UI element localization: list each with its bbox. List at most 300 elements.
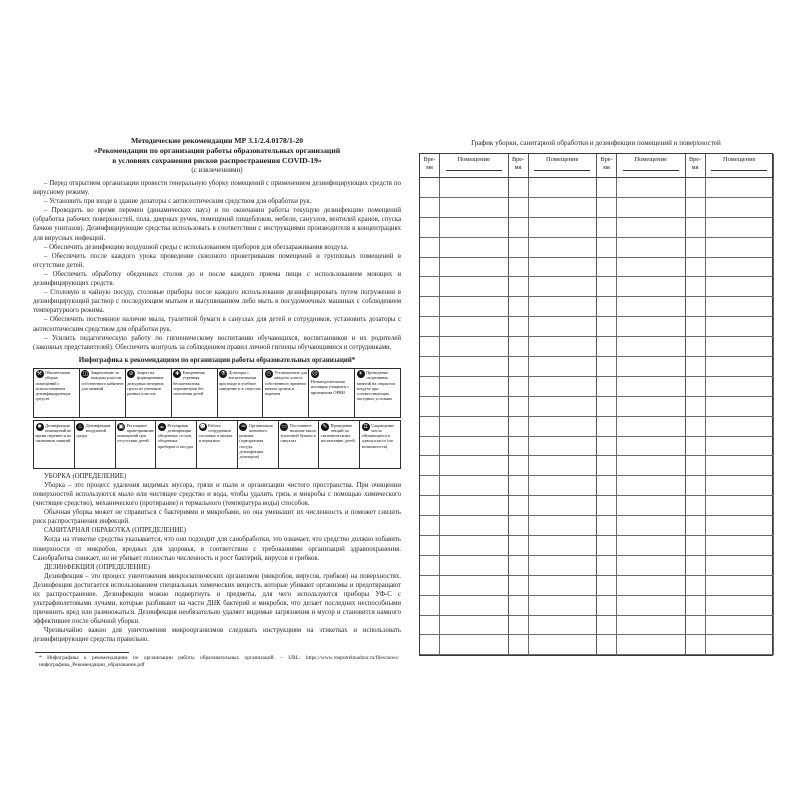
infographic-cell bbox=[155, 420, 197, 469]
recommendation-paragraph: – Проводить во время перемен (динамических пауз) и по окончании работы текущую дезинфекцию помещений (обработка рабочих поверхностей, пола, дверных ручек, помещений пищеблоков, мебели, санузлов, вентилей кранов, спуска бачков унитазов). Дезинфицирующие средства использовать в соответствии с инструкциями производителя в концентрациях для вирусных инфекций. bbox=[33, 207, 401, 242]
schedule-cell-room bbox=[529, 297, 598, 317]
schedule-cell-room bbox=[706, 277, 775, 297]
schedule-header-room bbox=[617, 154, 686, 178]
definition-heading: ДЕЗИНФЕКЦИЯ (ОПРЕДЕЛЕНИЕ) bbox=[44, 563, 150, 571]
schedule-cell-room bbox=[706, 377, 775, 397]
schedule-cell-room bbox=[529, 456, 598, 476]
schedule-cell-time bbox=[420, 635, 440, 655]
room-header-label: Помещение bbox=[722, 156, 756, 163]
infographic-cell-label: Сокращение числа обучающихся в одном классе (по возможности) bbox=[361, 422, 395, 449]
schedule-cell-time bbox=[686, 616, 706, 636]
schedule-cell-time bbox=[686, 516, 706, 536]
schedule-cell-time bbox=[597, 397, 617, 417]
schedule-cell-time bbox=[686, 417, 706, 437]
schedule-cell-time bbox=[509, 437, 529, 457]
schedule-header-time bbox=[509, 154, 529, 178]
schedule-cell-room bbox=[440, 456, 509, 476]
schedule-cell-room bbox=[529, 317, 598, 337]
schedule-cell-room bbox=[706, 178, 775, 198]
schedule-cell-room bbox=[617, 397, 686, 417]
schedule-cell-time bbox=[509, 377, 529, 397]
schedule-cell-time bbox=[420, 317, 440, 337]
schedule-cell-room bbox=[529, 397, 598, 417]
schedule-cell-time bbox=[509, 317, 529, 337]
infographic-cell-label: Работа сотрудников столовых в масках и перчатках bbox=[198, 422, 233, 444]
mask-gloves-icon: ☻ bbox=[199, 423, 206, 430]
schedule-cell-room bbox=[706, 596, 775, 616]
schedule-cell-time bbox=[420, 536, 440, 556]
schedule-cell-time bbox=[597, 218, 617, 238]
schedule-cell-room bbox=[440, 297, 509, 317]
footnote: * Инфографика к рекомендациям по организации работы образовательных организаций. – URL: https://www.rospotrebnadzor.ru/files/news/инфографика_Рекомендации_образование.pdf bbox=[39, 654, 399, 668]
recommendation-paragraph: – Обеспечить постоянное наличие мыла, туалетной бумаги в санузлах для детей и сотрудников, установить дозаторы с антисептическим средством для обработки рук. bbox=[33, 316, 401, 333]
schedule-cell-room bbox=[617, 576, 686, 596]
infographic-cell bbox=[217, 368, 264, 419]
schedule-cell-time bbox=[597, 476, 617, 496]
room-header-label: Помещение bbox=[545, 156, 579, 163]
schedule-cell-room bbox=[617, 297, 686, 317]
schedule-cell-room bbox=[529, 218, 598, 238]
schedule-cell-time bbox=[420, 596, 440, 616]
infographic-cell-label: Постоянное наличие мыла, туалетной бумаги в санузлах bbox=[280, 422, 317, 444]
schedule-cell-room bbox=[529, 357, 598, 377]
schedule-cell-room bbox=[706, 397, 775, 417]
schedule-cell-room bbox=[529, 576, 598, 596]
infographic-cell bbox=[278, 420, 320, 469]
schedule-cell-room bbox=[617, 178, 686, 198]
schedule-cell-room bbox=[617, 357, 686, 377]
infographic-cell-label: Проведение спортивных занятий на открытом воздухе при соответствующих погодных условиях bbox=[356, 370, 396, 402]
sanitizer-dispenser-icon: ⚗ bbox=[220, 371, 226, 378]
schedule-cell-room bbox=[440, 357, 509, 377]
schedule-cell-time bbox=[597, 238, 617, 258]
recommendation-paragraph: – Столовую и чайную посуду, столовые приборы после каждого использования дезинфицировать путем погружения в дезинфицирующий раствор с последующим мытьем и высушиванием либо мыть в посудомоечных машинах с соблюдением температурного режима. bbox=[33, 289, 401, 315]
outdoor-sports-icon: ☀ bbox=[358, 371, 364, 378]
hygiene-lecture-icon: ✎ bbox=[322, 423, 328, 430]
schedule-cell-room bbox=[706, 456, 775, 476]
schedule-cell-room bbox=[529, 496, 598, 516]
schedule-cell-time bbox=[686, 556, 706, 576]
infographic-cell bbox=[359, 420, 401, 469]
schedule-cell-time bbox=[420, 616, 440, 636]
schedule-cell-time bbox=[597, 596, 617, 616]
schedule-cell-time bbox=[420, 576, 440, 596]
schedule-cell-room bbox=[706, 238, 775, 258]
time-label-line: Вре- bbox=[423, 156, 436, 163]
definition-paragraph: Когда на этикетке средства указывается, что оно подходит для санобработки, это означает, что средство должно избавить поверхности от микробов, вредных для здоровья, в соответствии с требованиями организаций здравоохранения. Санобработка снижает, но не убивает полностью численность и рост бактерий, вирусов и грибков. bbox=[33, 536, 401, 562]
schedule-cell-time bbox=[597, 616, 617, 636]
drinking-water-icon: ♒ bbox=[240, 423, 246, 430]
schedule-cell-time bbox=[686, 456, 706, 476]
definition-paragraph: Обычная уборка может не справиться с бактериями и микробами, но она уменьшит их численность и поможет снизить риск распространения инфекций. bbox=[33, 509, 401, 526]
schedule-cell-room bbox=[706, 337, 775, 357]
schedule-cell-time bbox=[420, 258, 440, 278]
right-page bbox=[419, 139, 773, 656]
schedule-cell-time bbox=[509, 258, 529, 278]
definition-heading: УБОРКА (ОПРЕДЕЛЕНИЕ) bbox=[44, 472, 127, 480]
schedule-cell-time bbox=[509, 198, 529, 218]
infographic-cell bbox=[308, 368, 355, 419]
room-blank-line bbox=[446, 164, 502, 171]
recommendation-paragraph: – Обеспечить дезинфекцию воздушной среды с использованием приборов для обеззараживания воздуха. bbox=[44, 243, 349, 251]
schedule-cell-time bbox=[509, 616, 529, 636]
schedule-cell-time bbox=[509, 516, 529, 536]
schedule-cell-time bbox=[509, 596, 529, 616]
schedule-cell-time bbox=[686, 635, 706, 655]
schedule-cell-room bbox=[440, 556, 509, 576]
schedule-cell-time bbox=[686, 277, 706, 297]
schedule-cell-room bbox=[529, 238, 598, 258]
room-header-label: Помещение bbox=[634, 156, 668, 163]
time-label-line: мя bbox=[691, 163, 699, 171]
schedule-cell-room bbox=[617, 317, 686, 337]
classroom-door-icon: ◫ bbox=[82, 371, 88, 378]
infographic-cell bbox=[237, 420, 279, 469]
schedule-cell-room bbox=[440, 337, 509, 357]
schedule-cell-time bbox=[597, 198, 617, 218]
schedule-cell-time bbox=[686, 377, 706, 397]
schedule-cell-room bbox=[529, 377, 598, 397]
schedule-cell-room bbox=[617, 377, 686, 397]
schedule-cell-room bbox=[706, 317, 775, 337]
schedule-cell-room bbox=[529, 616, 598, 636]
schedule-cell-time bbox=[509, 635, 529, 655]
schedule-cell-time bbox=[420, 238, 440, 258]
infographic-cell bbox=[196, 420, 238, 469]
schedule-cell-time bbox=[686, 258, 706, 278]
schedule-cell-time bbox=[597, 417, 617, 437]
schedule-cell-room bbox=[617, 616, 686, 636]
recommendations-list bbox=[33, 179, 401, 352]
thermometer-icon: ✚ bbox=[174, 371, 180, 378]
schedule-cell-room bbox=[440, 397, 509, 417]
schedule-header-time bbox=[420, 154, 440, 178]
schedule-cell-room bbox=[706, 516, 775, 536]
left-page bbox=[33, 136, 401, 669]
infographic-cell bbox=[262, 368, 309, 419]
schedule-cell-room bbox=[529, 536, 598, 556]
time-label-line: Вре- bbox=[511, 156, 525, 163]
schedule-header-room bbox=[440, 154, 509, 178]
time-label-line: Вре- bbox=[688, 156, 702, 163]
infographic-cell bbox=[115, 420, 157, 469]
definition-paragraph: Дезинфекция – это процесс уничтожения микроскопических организмов (микробов, вирусов, грибков) на поверхностях. Дезинфекция достигается использованием специальных химических веществ, которые убивают организмы и предотвращают их распространение. Дезинфекции можно подвергнуть и предметы, для чего используются приборы УФ-С с ультрафиолетовыми лучами, которые разбивают на части ДНК бактерий и микробов, что делает последних неспособными причинить вред или размножаться. Дезинфекция необязательно удаляет видимые загрязнения и мусор и становится намного эффективнее после обычной уборки. bbox=[33, 572, 401, 626]
schedule-cell-room bbox=[706, 635, 775, 655]
schedule-cell-time bbox=[509, 218, 529, 238]
infographic-cell bbox=[79, 368, 126, 419]
schedule-cell-time bbox=[597, 337, 617, 357]
infographic-cell-label: Регулярная дезинфекция обеденных столов, обеденных приборов и посуды bbox=[157, 422, 194, 449]
schedule-cell-room bbox=[617, 496, 686, 516]
schedule-cell-room bbox=[617, 277, 686, 297]
schedule-cell-time bbox=[420, 357, 440, 377]
infographic-cell bbox=[74, 420, 116, 469]
recommendation-paragraph: – Усилить педагогическую работу по гигиеническому воспитанию обучающихся, воспитанников и их родителей (законных представителей). Обеспечить контроль за соблюдением правил личной гигиены обучающимися и сотрудниками. bbox=[33, 334, 401, 351]
room-blank-line bbox=[623, 164, 679, 171]
schedule-cell-room bbox=[440, 218, 509, 238]
schedule-cell-room bbox=[617, 198, 686, 218]
schedule-cell-room bbox=[706, 496, 775, 516]
infographic-heading: Инфографика к рекомендациям по организации работы образовательных организаций* bbox=[78, 356, 356, 364]
infographic-cell-label: Дезинфекция помещений во время перемен и по окончании занятий bbox=[35, 422, 72, 444]
schedule-cell-time bbox=[509, 536, 529, 556]
schedule-cell-room bbox=[617, 437, 686, 457]
schedule-cell-room bbox=[440, 417, 509, 437]
schedule-cell-time bbox=[509, 496, 529, 516]
recommendation-paragraph: – Обеспечить после каждого урока проведение сквозного проветривания помещений и групповых помещений в отсутствие детей. bbox=[33, 252, 401, 269]
schedule-cell-time bbox=[509, 456, 529, 476]
schedule-cell-room bbox=[706, 616, 775, 636]
infographic-cell-label: Закрепление за каждым классом собственного кабинета для занятий bbox=[81, 370, 124, 391]
schedule-cell-time bbox=[509, 357, 529, 377]
time-label-line: мя bbox=[426, 163, 433, 171]
schedule-cell-room bbox=[617, 238, 686, 258]
schedule-cell-time bbox=[686, 297, 706, 317]
schedule-cell-room bbox=[617, 476, 686, 496]
infographic-cell-label: Установление для каждого класса собственного времени начала уроков и перемен bbox=[264, 370, 308, 397]
schedule-cell-room bbox=[706, 556, 775, 576]
schedule-cell-time bbox=[509, 417, 529, 437]
schedule-cell-room bbox=[440, 198, 509, 218]
schedule-cell-room bbox=[529, 635, 598, 655]
infographic-cell-label: Обязательная уборка помещений с использованием дезинфицирующих средств bbox=[35, 370, 71, 402]
schedule-cell-time bbox=[509, 238, 529, 258]
schedule-cell-room bbox=[617, 218, 686, 238]
schedule-cell-time bbox=[686, 437, 706, 457]
schedule-cell-time bbox=[686, 218, 706, 238]
schedule-cell-room bbox=[529, 476, 598, 496]
doc-title bbox=[33, 136, 401, 166]
schedule-cell-time bbox=[420, 456, 440, 476]
schedule-cell-time bbox=[597, 576, 617, 596]
schedule-cell-room bbox=[529, 258, 598, 278]
time-label-line: Вре- bbox=[600, 156, 613, 163]
room-blank-line bbox=[711, 164, 767, 171]
schedule-cell-room bbox=[706, 258, 775, 278]
schedule-cell-time bbox=[597, 258, 617, 278]
air-disinfection-icon: ♨ bbox=[77, 423, 83, 430]
schedule-cell-room bbox=[440, 437, 509, 457]
schedule-cell-room bbox=[529, 437, 598, 457]
no-mixed-groups-icon: ⊘ bbox=[128, 371, 134, 378]
schedule-cell-room bbox=[529, 198, 598, 218]
definition-paragraph: Чрезвычайно важно для уничтожения микроорганизмов следовать инструкциям на этикетках и использовать дезинфицирующие средства правильно. bbox=[33, 627, 401, 644]
doc-title-line: «Рекомендации по организации работы образовательных организаций bbox=[93, 146, 341, 155]
schedule-cell-time bbox=[686, 536, 706, 556]
schedule-cell-room bbox=[529, 337, 598, 357]
schedule-cell-time bbox=[597, 297, 617, 317]
infographic-cell-label: Незамедлительная изоляция учащихся с признаками ОРВИ bbox=[310, 379, 350, 395]
schedule-cell-room bbox=[529, 596, 598, 616]
infographic-cell-label: Регулярное проветривание помещений при отсутствии детей bbox=[117, 422, 154, 444]
schedule-cell-room bbox=[529, 417, 598, 437]
schedule-cell-room bbox=[440, 516, 509, 536]
schedule-cell-time bbox=[686, 397, 706, 417]
schedule-cell-time bbox=[597, 178, 617, 198]
schedule-cell-room bbox=[440, 476, 509, 496]
schedule-cell-room bbox=[706, 357, 775, 377]
schedule-cell-room bbox=[529, 178, 598, 198]
schedule-cell-room bbox=[706, 476, 775, 496]
schedule-cell-room bbox=[440, 377, 509, 397]
schedule-cell-room bbox=[440, 258, 509, 278]
infographic-cell-label: Ежедневная утренняя бесконтактная термометрия без скопления детей bbox=[173, 370, 205, 397]
schedule-cell-time bbox=[420, 198, 440, 218]
schedule-cell-room bbox=[529, 556, 598, 576]
schedule-cell-room bbox=[440, 576, 509, 596]
class-size-icon: ♊ bbox=[363, 423, 369, 430]
schedule-cell-time bbox=[509, 556, 529, 576]
schedule-cell-room bbox=[617, 337, 686, 357]
schedule-cell-time bbox=[420, 476, 440, 496]
definition-heading: САНИТАРНАЯ ОБРАБОТКА (ОПРЕДЕЛЕНИЕ) bbox=[44, 527, 186, 535]
schedule-cell-room bbox=[440, 277, 509, 297]
schedule-cell-time bbox=[597, 377, 617, 397]
schedule-cell-time bbox=[420, 377, 440, 397]
schedule-table bbox=[419, 153, 773, 656]
doc-subtitle: (с извлечениями) bbox=[191, 166, 243, 174]
schedule-cell-room bbox=[440, 178, 509, 198]
doc-title-line: в условиях сохранения рисков распространения COVID-19» bbox=[112, 156, 322, 165]
schedule-header-room bbox=[529, 154, 598, 178]
schedule-cell-time bbox=[420, 556, 440, 576]
schedule-cell-time bbox=[686, 198, 706, 218]
schedule-cell-room bbox=[440, 238, 509, 258]
schedule-cell-room bbox=[617, 596, 686, 616]
schedule-cell-time bbox=[597, 536, 617, 556]
recommendation-paragraph: – Перед открытием организации провести генеральную уборку помещений с применением дезинфицирующих средств по вирусному режиму. bbox=[33, 180, 401, 197]
schedule-cell-time bbox=[686, 596, 706, 616]
schedule-cell-time bbox=[686, 238, 706, 258]
schedule-cell-time bbox=[597, 437, 617, 457]
schedule-cell-room bbox=[440, 616, 509, 636]
schedule-header-room bbox=[706, 154, 775, 178]
schedule-cell-room bbox=[706, 297, 775, 317]
schedule-title: График уборки, санитарной обработки и дезинфекции помещений и поверхностей bbox=[471, 139, 721, 147]
definition-paragraph: Уборка – это процесс удаления видимых мусора, грязи и пыли и организации чистого пространства. При очищении поверхностей используются мыло или чистящее средство и вода, чтобы удалить грязь и микробы с помощью химического (чистящее средство), механического (протирание) и термального (температура воды) способов. bbox=[33, 481, 401, 508]
schedule-cell-room bbox=[706, 198, 775, 218]
schedule-cell-time bbox=[597, 456, 617, 476]
infographic-cell bbox=[33, 420, 75, 469]
infographic-cell bbox=[125, 368, 172, 419]
schedule-cell-time bbox=[597, 556, 617, 576]
infographic-cell bbox=[33, 368, 80, 419]
schedule-cell-room bbox=[440, 596, 509, 616]
infographic-cell bbox=[318, 420, 360, 469]
schedule-cell-room bbox=[617, 536, 686, 556]
window-ventilation-icon: ▣ bbox=[118, 423, 124, 430]
schedule-cell-time bbox=[420, 437, 440, 457]
time-label-line: мя bbox=[603, 163, 610, 171]
schedule-cell-room bbox=[529, 516, 598, 536]
infographic-cell-label: Запрет на формирование дежурных вечерних групп из учеников разных классов bbox=[127, 370, 164, 397]
mop-bucket-icon: ⚒ bbox=[37, 371, 42, 378]
schedule-header-time bbox=[597, 154, 617, 178]
schedule-cell-time bbox=[420, 218, 440, 238]
schedule-header-time bbox=[686, 154, 706, 178]
infographic-row-2 bbox=[33, 420, 401, 469]
room-blank-line bbox=[534, 164, 590, 171]
infographic-row-1 bbox=[33, 368, 401, 419]
schedule-cell-time bbox=[420, 277, 440, 297]
schedule-cell-time bbox=[420, 397, 440, 417]
schedule-cell-time bbox=[420, 496, 440, 516]
recommendation-paragraph: – Обеспечить обработку обеденных столов до и после каждого приема пищи с использованием моющих и дезинфицирующих средств. bbox=[33, 270, 401, 288]
schedule-cell-time bbox=[597, 496, 617, 516]
time-label-line: мя bbox=[514, 163, 522, 171]
schedule-cell-room bbox=[617, 258, 686, 278]
schedule-cell-time bbox=[509, 397, 529, 417]
schedule-cell-room bbox=[529, 277, 598, 297]
infographic-cell bbox=[354, 368, 401, 419]
infographic-cell-label: Дезинфекция воздушной среды bbox=[76, 422, 111, 439]
schedule-cell-time bbox=[686, 337, 706, 357]
schedule-cell-room bbox=[706, 218, 775, 238]
schedule-cell-time bbox=[686, 496, 706, 516]
recommendation-paragraph: – Установить при входе в здание дозаторы с антисептическим средством для обработки рук. bbox=[44, 198, 312, 206]
schedule-cell-room bbox=[440, 317, 509, 337]
schedule-cell-time bbox=[420, 516, 440, 536]
schedule-cell-time bbox=[686, 178, 706, 198]
infographic-cell-label: Дозаторы с антисептиками при входе в учебное заведение и в санузлах bbox=[219, 370, 261, 391]
spray-disinfection-icon: ✹ bbox=[37, 423, 42, 430]
schedule-cell-time bbox=[686, 576, 706, 596]
schedule-cell-room bbox=[706, 417, 775, 437]
schedule-cell-room bbox=[617, 556, 686, 576]
schedule-cell-time bbox=[420, 297, 440, 317]
infographic-cell bbox=[171, 368, 218, 419]
schedule-cell-room bbox=[440, 496, 509, 516]
schedule-cell-room bbox=[617, 417, 686, 437]
footnote-divider bbox=[35, 652, 129, 653]
schedule-cell-time bbox=[597, 516, 617, 536]
schedule-cell-time bbox=[509, 576, 529, 596]
schedule-cell-room bbox=[617, 635, 686, 655]
schedule-cell-time bbox=[686, 317, 706, 337]
infographic-cell-label: Организация питьевого режима (одноразовая посуда, дезинфекция дозаторов) bbox=[239, 422, 273, 459]
room-header-label: Помещение bbox=[457, 156, 491, 163]
schedule-cell-time bbox=[509, 277, 529, 297]
schedule-cell-time bbox=[509, 297, 529, 317]
schedule-cell-time bbox=[597, 357, 617, 377]
schedule-cell-time bbox=[509, 476, 529, 496]
dishes-disinfection-icon: ☕ bbox=[159, 423, 165, 430]
schedule-cell-room bbox=[617, 456, 686, 476]
schedule-cell-time bbox=[420, 337, 440, 357]
schedule-cell-time bbox=[686, 357, 706, 377]
soap-icon: ▭ bbox=[281, 423, 287, 430]
schedule-cell-room bbox=[706, 576, 775, 596]
infographic-cell-label: Проведение лекций по гигиеническому воспитанию детей bbox=[320, 422, 355, 444]
isolation-icon: ☹ bbox=[311, 371, 318, 378]
definitions bbox=[33, 472, 401, 645]
schedule-cell-time bbox=[509, 337, 529, 357]
schedule-clock-icon: ◷ bbox=[266, 371, 272, 378]
schedule-cell-room bbox=[706, 536, 775, 556]
schedule-cell-time bbox=[597, 317, 617, 337]
schedule-cell-room bbox=[706, 437, 775, 457]
schedule-cell-room bbox=[440, 635, 509, 655]
schedule-cell-time bbox=[597, 277, 617, 297]
schedule-cell-room bbox=[617, 516, 686, 536]
schedule-cell-time bbox=[686, 476, 706, 496]
doc-title-line: Методические рекомендации МР 3.1/2.4.0178/1-20 bbox=[130, 136, 304, 145]
schedule-cell-room bbox=[440, 536, 509, 556]
schedule-cell-time bbox=[420, 178, 440, 198]
schedule-cell-time bbox=[420, 417, 440, 437]
schedule-cell-time bbox=[509, 178, 529, 198]
schedule-cell-time bbox=[597, 635, 617, 655]
